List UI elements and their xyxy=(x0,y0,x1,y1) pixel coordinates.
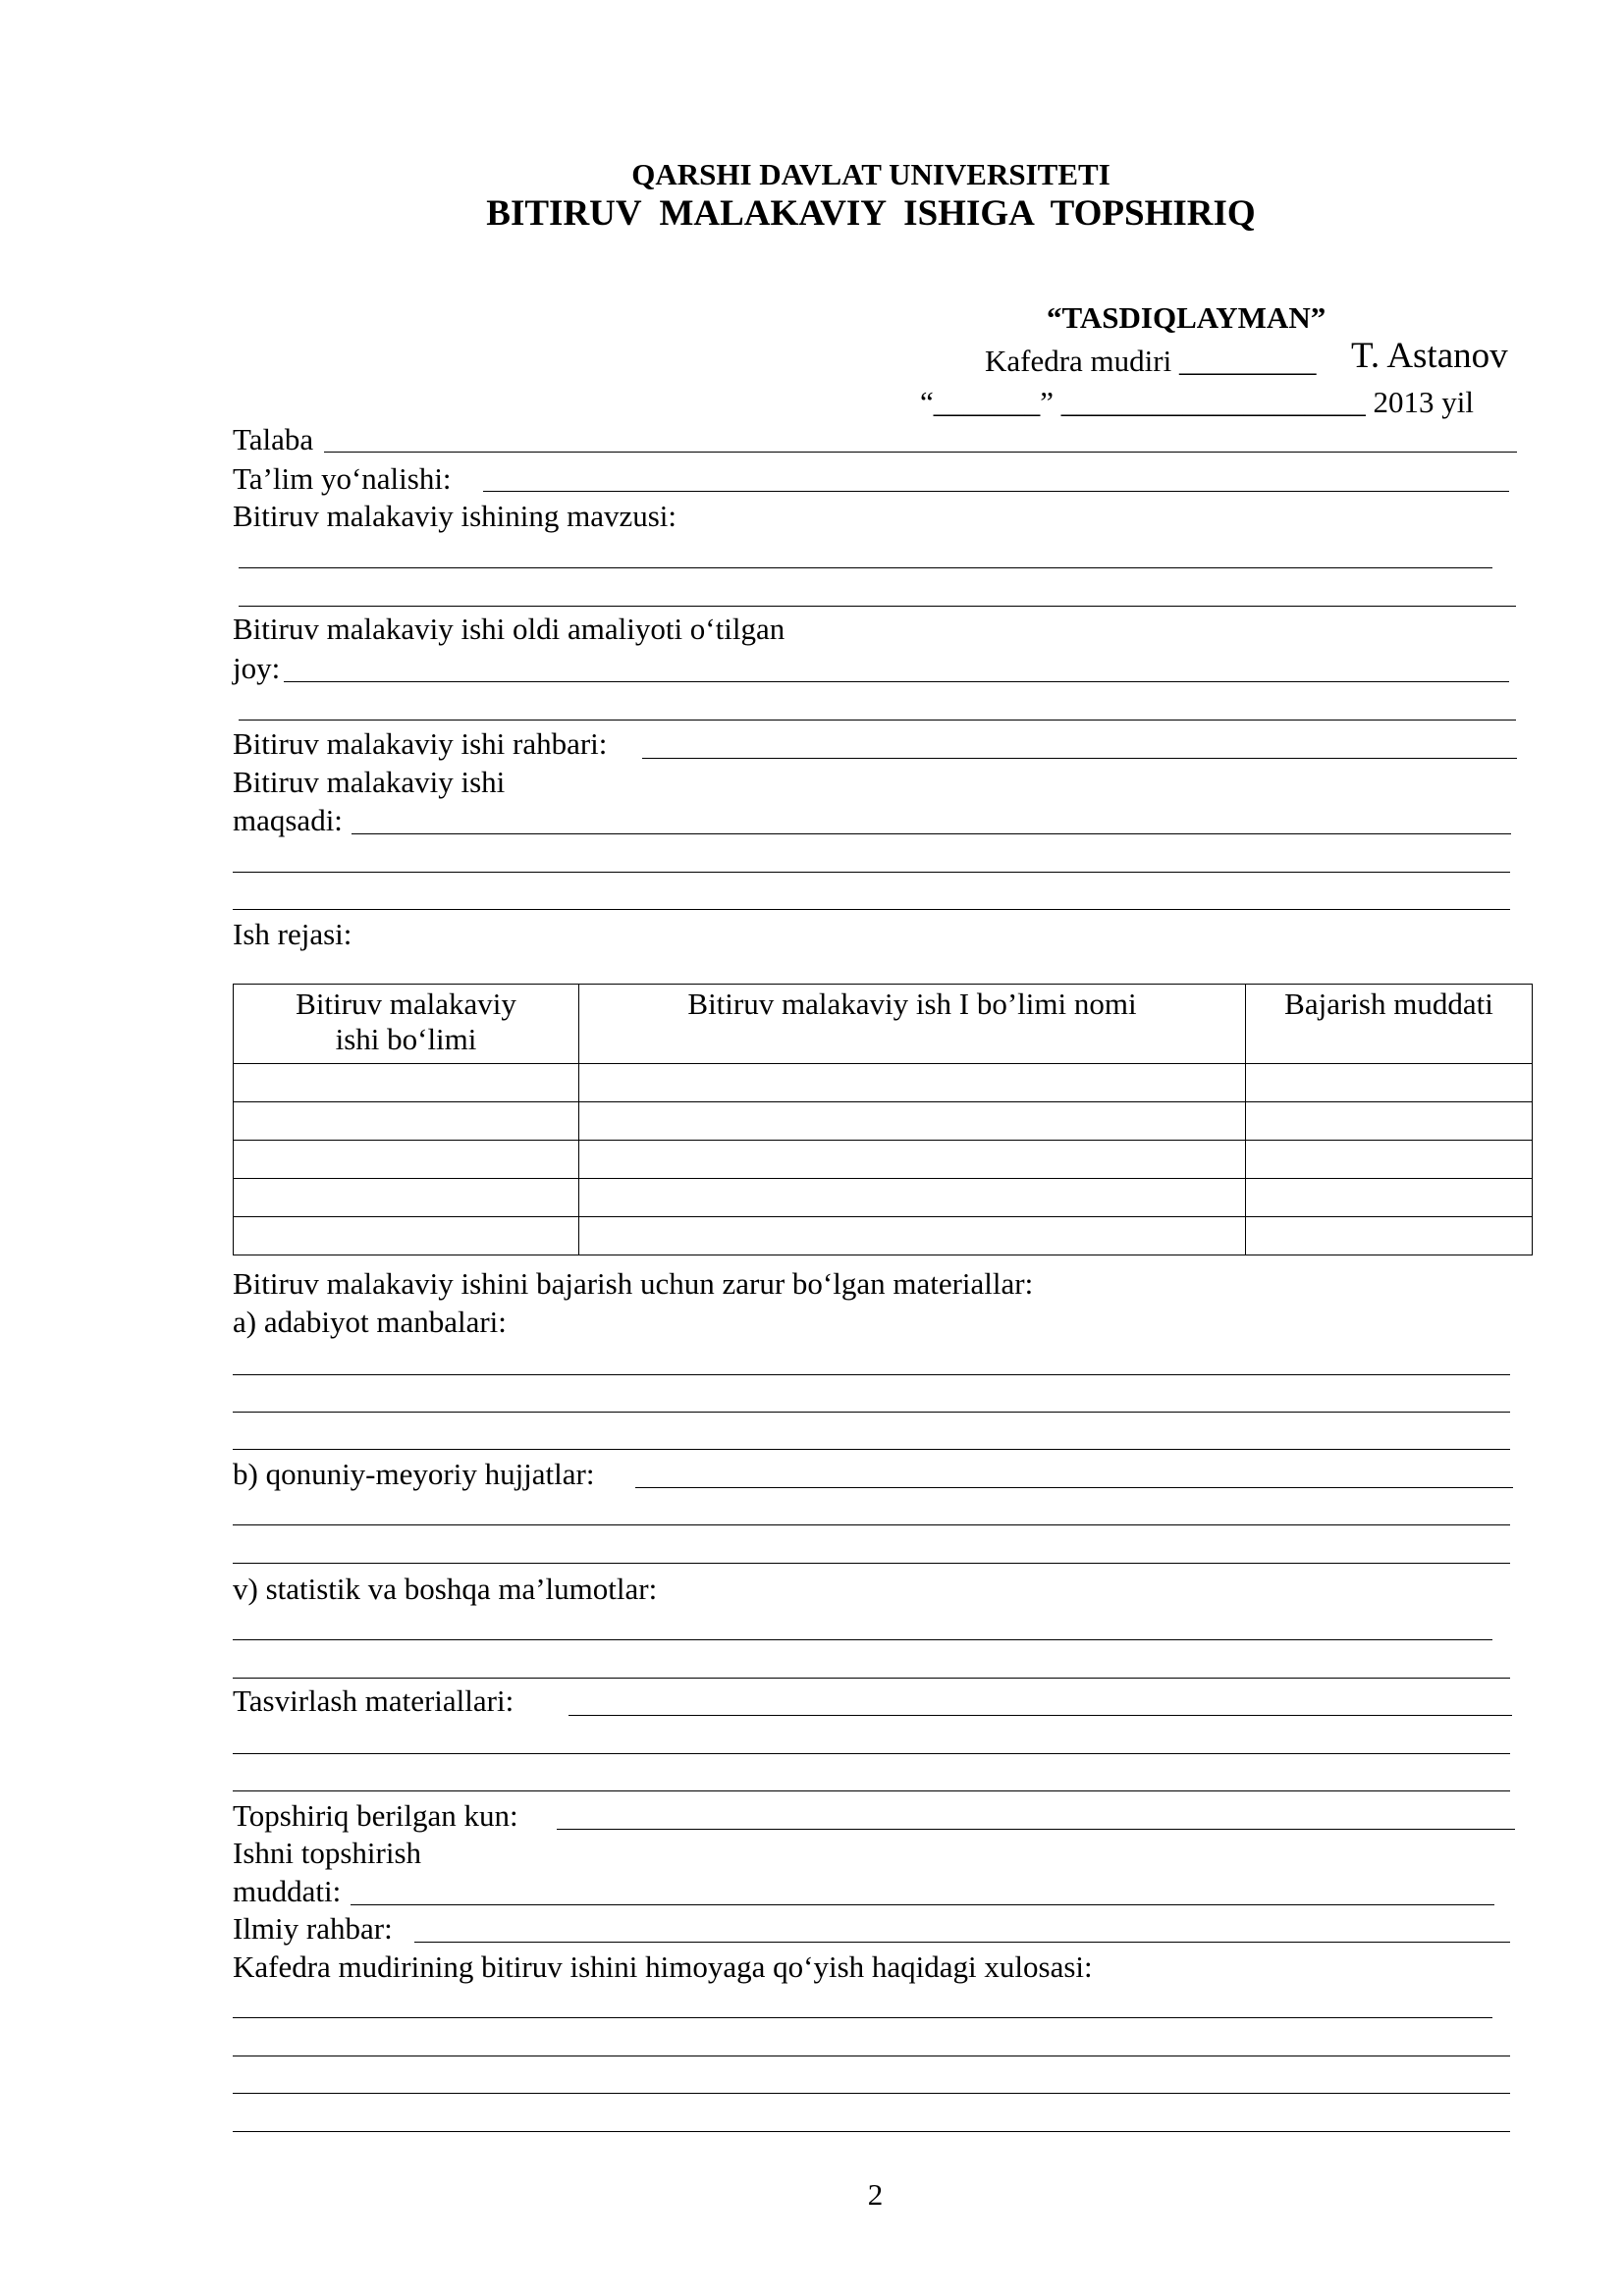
label-mavzu: Bitiruv malakaviy ishining mavzusi: xyxy=(233,499,677,533)
field-berilgan[interactable] xyxy=(557,1829,1515,1830)
field-xulosa-3[interactable] xyxy=(233,2093,1510,2094)
label-rahbar: Bitiruv malakaviy ishi rahbari: xyxy=(233,726,608,761)
label-maqsad-1: Bitiruv malakaviy ishi xyxy=(233,765,506,799)
label-ilmiy-rahbar: Ilmiy rahbar: xyxy=(233,1911,393,1946)
field-adabiyot-1[interactable] xyxy=(233,1374,1510,1375)
table-header-section: Bitiruv malakaviy ishi bo‘limi xyxy=(234,985,579,1064)
field-qonuniy-3[interactable] xyxy=(233,1563,1510,1564)
field-statistik-1[interactable] xyxy=(233,1639,1492,1640)
table-cell[interactable] xyxy=(1246,1064,1533,1102)
table-cell[interactable] xyxy=(234,1102,579,1141)
label-adabiyot: a) adabiyot manbalari: xyxy=(233,1305,507,1339)
field-mavzu-2[interactable] xyxy=(239,606,1516,607)
label-muddat-2: muddati: xyxy=(233,1874,342,1908)
university-name: QARSHI DAVLAT UNIVERSITETI xyxy=(631,157,1110,191)
approval-name: T. Astanov xyxy=(1351,336,1508,376)
table-cell[interactable] xyxy=(579,1179,1246,1217)
table-cell[interactable] xyxy=(234,1179,579,1217)
table-cell[interactable] xyxy=(234,1217,579,1255)
field-qonuniy-2[interactable] xyxy=(233,1524,1510,1525)
field-tasvirlash-1[interactable] xyxy=(568,1715,1512,1716)
field-xulosa-4[interactable] xyxy=(233,2131,1510,2132)
field-tasvirlash-2[interactable] xyxy=(233,1753,1510,1754)
page-number: 2 xyxy=(867,2177,884,2212)
label-qonuniy: b) qonuniy-meyoriy hujjatlar: xyxy=(233,1457,595,1491)
table-header-deadline: Bajarish muddati xyxy=(1246,985,1533,1064)
field-maqsad-1[interactable] xyxy=(352,833,1511,834)
label-tasvirlash: Tasvirlash materiallari: xyxy=(233,1683,514,1718)
table-row xyxy=(234,1179,1533,1217)
field-ilmiy-rahbar[interactable] xyxy=(414,1942,1510,1943)
field-mavzu-1[interactable] xyxy=(239,567,1492,568)
field-amaliyot-2[interactable] xyxy=(239,720,1516,721)
field-maqsad-3[interactable] xyxy=(233,909,1510,910)
table-header-row xyxy=(234,985,1533,1064)
document-title: BITIRUV MALAKAVIY ISHIGA TOPSHIRIQ xyxy=(486,193,1256,234)
label-xulosa: Kafedra mudirining bitiruv ishini himoyaga qo‘yish haqidagi xulosasi: xyxy=(233,1949,1093,1984)
label-talaba: Talaba xyxy=(233,422,314,456)
work-plan-table xyxy=(233,984,1533,1255)
field-adabiyot-2[interactable] xyxy=(233,1412,1510,1413)
label-talim: Ta’lim yo‘nalishi: xyxy=(233,461,452,496)
table-row xyxy=(234,1141,1533,1179)
field-talim[interactable] xyxy=(483,491,1509,492)
table-cell[interactable] xyxy=(579,1217,1246,1255)
field-rahbar[interactable] xyxy=(642,758,1517,759)
approval-heading: “TASDIQLAYMAN” xyxy=(1047,300,1326,335)
label-materiallar: Bitiruv malakaviy ishini bajarish uchun zarur bo‘lgan materiallar: xyxy=(233,1266,1034,1301)
field-tasvirlash-3[interactable] xyxy=(233,1790,1510,1791)
approval-role: Kafedra mudiri _________ xyxy=(985,344,1317,378)
table-cell[interactable] xyxy=(1246,1217,1533,1255)
field-statistik-2[interactable] xyxy=(233,1678,1510,1679)
table-cell[interactable] xyxy=(579,1064,1246,1102)
field-maqsad-2[interactable] xyxy=(233,872,1510,873)
table-cell[interactable] xyxy=(1246,1179,1533,1217)
label-amaliyot-2: joy: xyxy=(233,651,281,685)
label-amaliyot-1: Bitiruv malakaviy ishi oldi amaliyoti o‘tilgan xyxy=(233,612,785,646)
table-cell[interactable] xyxy=(1246,1102,1533,1141)
label-ish-rejasi: Ish rejasi: xyxy=(233,917,352,951)
table-cell[interactable] xyxy=(234,1064,579,1102)
field-adabiyot-3[interactable] xyxy=(233,1449,1510,1450)
table-row xyxy=(234,1102,1533,1141)
table-header-section-name: Bitiruv malakaviy ish I bo’limi nomi xyxy=(579,985,1246,1064)
label-maqsad-2: maqsadi: xyxy=(233,803,343,837)
label-statistik: v) statistik va boshqa ma’lumotlar: xyxy=(233,1572,658,1606)
table-cell[interactable] xyxy=(234,1141,579,1179)
field-amaliyot-1[interactable] xyxy=(284,681,1509,682)
table-row xyxy=(234,1217,1533,1255)
table-cell[interactable] xyxy=(579,1141,1246,1179)
table-cell[interactable] xyxy=(1246,1141,1533,1179)
label-muddat-1: Ishni topshirish xyxy=(233,1836,422,1870)
field-muddat[interactable] xyxy=(351,1904,1494,1905)
label-berilgan: Topshiriq berilgan kun: xyxy=(233,1798,518,1833)
field-qonuniy-1[interactable] xyxy=(635,1487,1513,1488)
field-talaba[interactable] xyxy=(324,452,1517,453)
approval-date: “_______” ____________________ 2013 yil xyxy=(920,385,1474,419)
table-row xyxy=(234,1064,1533,1102)
field-xulosa-1[interactable] xyxy=(233,2017,1492,2018)
table-cell[interactable] xyxy=(579,1102,1246,1141)
